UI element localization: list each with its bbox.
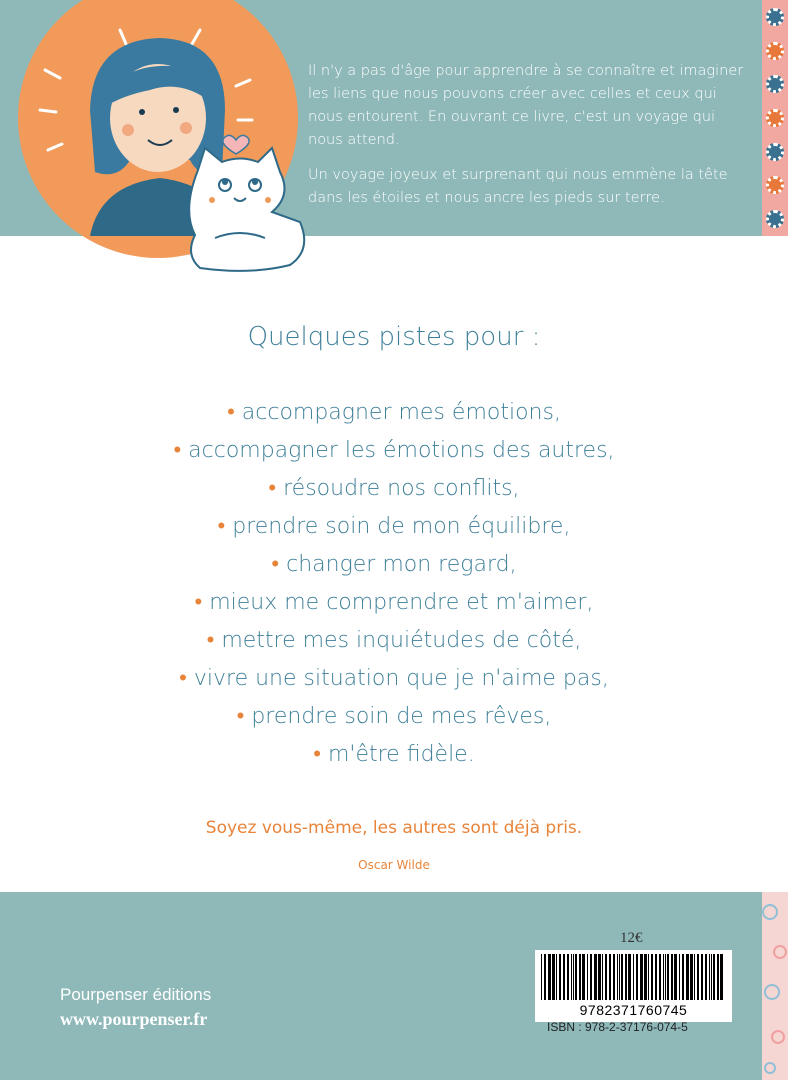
barcode-bar xyxy=(720,954,723,1000)
flower-icon xyxy=(766,8,784,26)
list-item xyxy=(0,698,788,736)
barcode-bar xyxy=(619,954,620,1000)
barcode-bars xyxy=(539,954,728,1002)
girl-and-cat-illustration xyxy=(0,0,320,290)
barcode-bar xyxy=(563,954,565,1000)
barcode-bar xyxy=(594,954,597,1000)
pistes-list xyxy=(0,394,788,774)
list-item xyxy=(0,736,788,774)
intro-text xyxy=(308,60,748,222)
barcode-bar xyxy=(682,954,684,1000)
flower-icon xyxy=(766,42,784,60)
flower-icon xyxy=(766,75,784,93)
bullet-icon: • xyxy=(194,590,203,615)
barcode-bar xyxy=(582,954,585,1000)
barcode-bar xyxy=(552,954,555,1000)
floral-strip-top xyxy=(762,0,788,236)
list-item xyxy=(0,546,788,584)
barcode-bar xyxy=(667,954,669,1000)
barcode-bar xyxy=(567,954,569,1000)
flower-icon xyxy=(766,143,784,161)
barcode xyxy=(535,950,732,1022)
barcode-bar xyxy=(575,954,577,1000)
list-item-text: vivre une situation que je n'aime pas, xyxy=(193,666,609,691)
publisher-name: Pourpenser éditions xyxy=(60,985,212,1004)
barcode-bar xyxy=(579,954,581,1000)
flower-icon xyxy=(766,176,784,194)
barcode-bar xyxy=(659,954,661,1000)
barcode-bar xyxy=(694,954,695,1000)
barcode-bar xyxy=(544,954,546,1000)
barcode-bar xyxy=(690,954,693,1000)
barcode-bar xyxy=(709,954,710,1000)
list-item-text: changer mon regard, xyxy=(286,552,517,577)
bullet-icon: • xyxy=(236,704,245,729)
barcode-bar xyxy=(651,954,653,1000)
list-item-text: accompagner les émotions des autres, xyxy=(188,438,615,463)
intro-paragraph: Il n'y a pas d'âge pour apprendre à se connaître et imaginer les liens que nous pouvons créer avec celles et ceux qui nous entourent. En ouvrant ce livre, c'est un voyage qui nous attend. xyxy=(308,63,744,148)
barcode-bar xyxy=(617,954,618,1000)
barcode-bar xyxy=(633,954,634,1000)
list-item xyxy=(0,622,788,660)
barcode-bar xyxy=(640,954,643,1000)
barcode-bar xyxy=(573,954,574,1000)
barcode-bar xyxy=(559,954,561,1000)
quote-author: Oscar Wilde xyxy=(358,858,430,872)
bullet-icon: • xyxy=(227,400,235,425)
list-item-text: mieux me comprendre et m'aimer, xyxy=(209,590,594,615)
barcode-bar xyxy=(663,954,664,1000)
barcode-bar xyxy=(686,954,689,1000)
barcode-bar xyxy=(609,954,611,1000)
floral-strip-bottom xyxy=(762,892,788,1080)
barcode-bar xyxy=(628,954,631,1000)
bullet-icon: • xyxy=(271,552,280,577)
barcode-bar xyxy=(556,954,557,1000)
bullet-icon: • xyxy=(313,742,321,767)
barcode-bar xyxy=(679,954,680,1000)
list-item-text: m'être fidèle. xyxy=(327,742,475,767)
barcode-bar xyxy=(648,954,649,1000)
price-label: 12€ xyxy=(620,930,643,946)
bullet-icon: • xyxy=(206,628,215,653)
barcode-number: 9782371760745 xyxy=(579,1002,688,1018)
list-item xyxy=(0,660,788,698)
flower-icon xyxy=(766,109,784,127)
barcode-bar xyxy=(621,954,623,1000)
pistes-title: Quelques pistes pour : xyxy=(247,322,541,352)
barcode-bar xyxy=(602,954,603,1000)
barcode-bar xyxy=(605,954,607,1000)
flower-icon xyxy=(766,210,784,228)
barcode-bar xyxy=(541,954,542,1000)
bullet-icon: • xyxy=(173,438,182,463)
list-item-text: mettre mes inquiétudes de côté, xyxy=(221,628,582,653)
intro-paragraph: Un voyage joyeux et surprenant qui nous emmène la tête dans les étoiles et nous ancre les pieds sur terre. xyxy=(308,167,728,206)
barcode-bar xyxy=(598,954,601,1000)
barcode-bar xyxy=(625,954,627,1000)
list-item xyxy=(0,584,788,622)
barcode-bar xyxy=(655,954,657,1000)
barcode-bar xyxy=(711,954,712,1000)
list-item-text: résoudre nos conflits, xyxy=(283,476,520,501)
barcode-bar xyxy=(644,954,647,1000)
barcode-bar xyxy=(571,954,572,1000)
barcode-bar xyxy=(674,954,677,1000)
barcode-bar xyxy=(705,954,707,1000)
barcode-bar xyxy=(590,954,592,1000)
barcode-bar xyxy=(713,954,715,1000)
list-item xyxy=(0,432,788,470)
list-item xyxy=(0,508,788,546)
quote-text: Soyez vous-même, les autres sont déjà pris. xyxy=(205,818,583,838)
bullet-icon: • xyxy=(268,476,277,501)
barcode-bar xyxy=(671,954,673,1000)
barcode-bar xyxy=(636,954,638,1000)
list-item xyxy=(0,394,788,432)
barcode-bar xyxy=(548,954,551,1000)
list-item-text: prendre soin de mon équilibre, xyxy=(232,514,571,539)
bullet-icon: • xyxy=(179,666,187,691)
barcode-bar xyxy=(697,954,699,1000)
barcode-bar xyxy=(587,954,588,1000)
barcode-bar xyxy=(717,954,719,1000)
bullet-icon: • xyxy=(217,514,226,539)
list-item xyxy=(0,470,788,508)
isbn-label: ISBN : 978-2-37176-074-5 xyxy=(547,1020,688,1034)
barcode-bar xyxy=(613,954,615,1000)
publisher-website: www.pourpenser.fr xyxy=(60,1009,208,1029)
list-item-text: accompagner mes émotions, xyxy=(241,400,561,425)
barcode-bar xyxy=(701,954,703,1000)
list-item-text: prendre soin de mes rêves, xyxy=(251,704,552,729)
barcode-bar xyxy=(665,954,666,1000)
